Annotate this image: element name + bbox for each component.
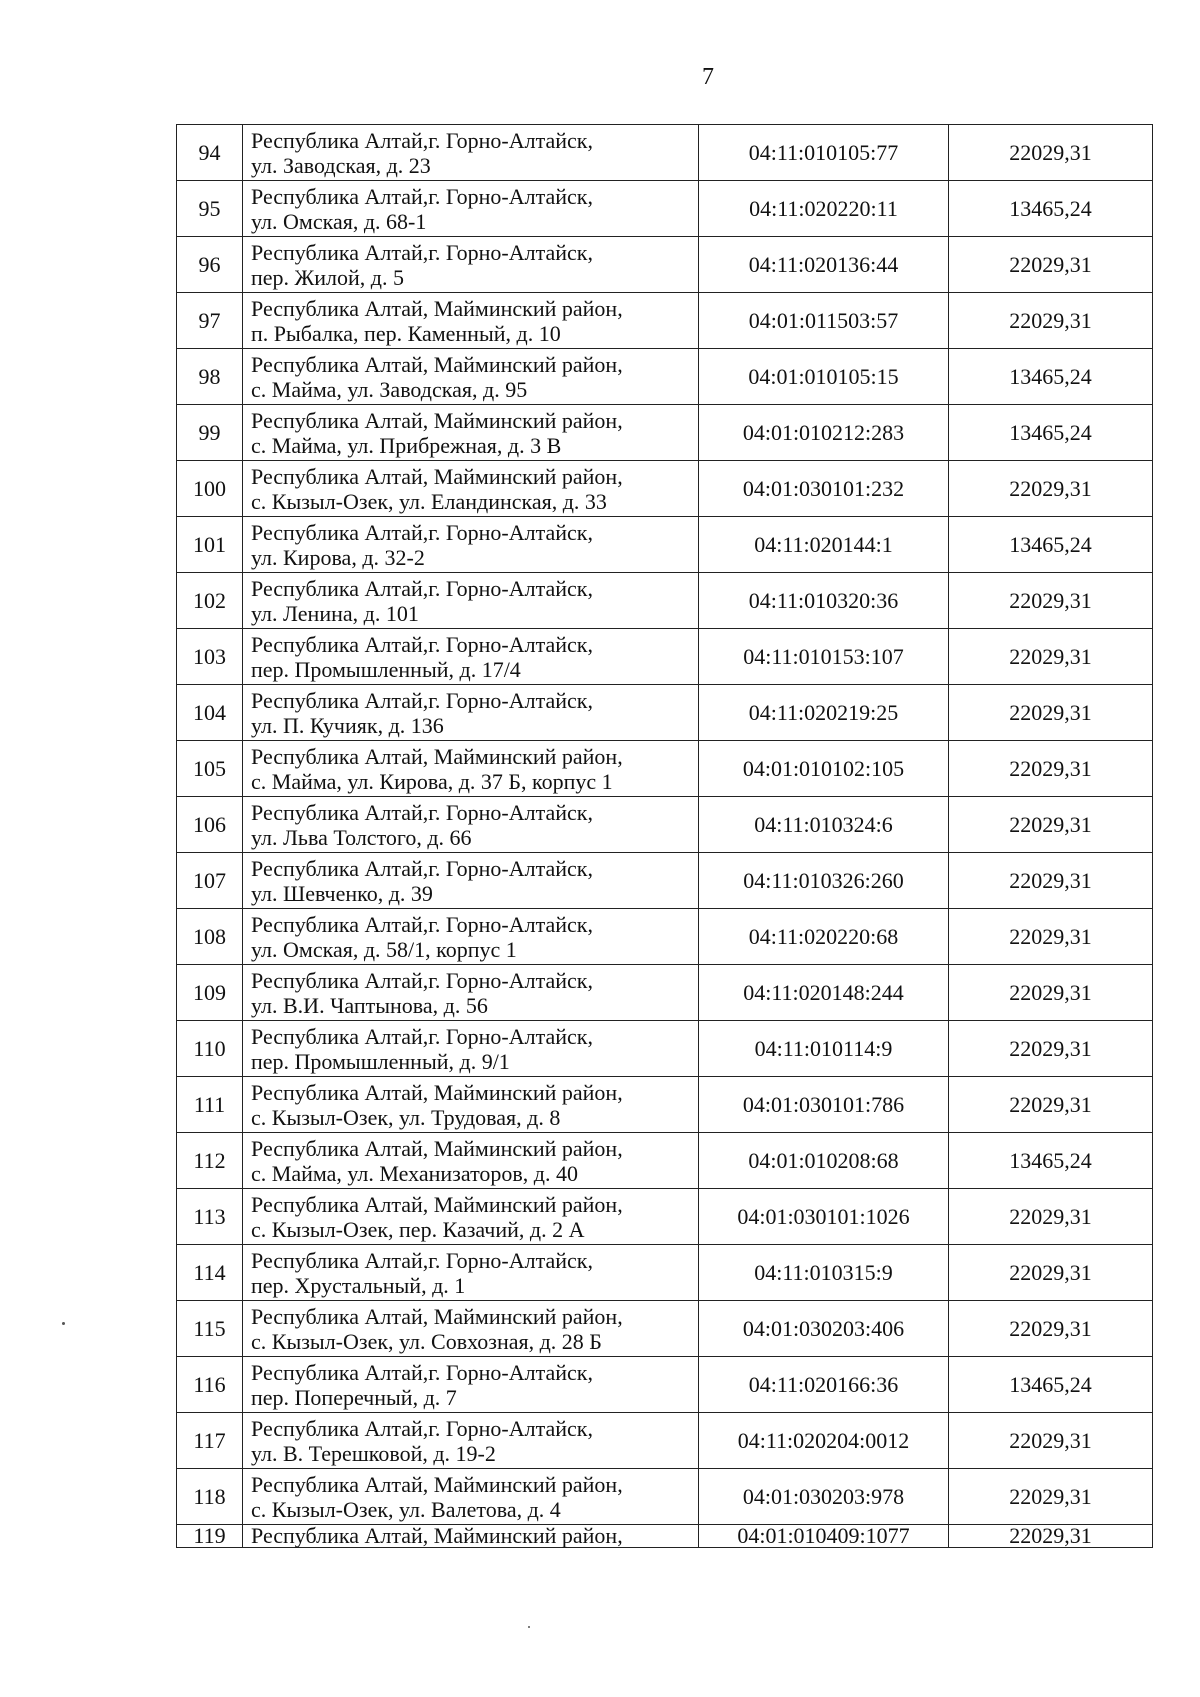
table-row — [177, 573, 1153, 629]
value-cell: 22029,31 — [949, 1525, 1153, 1548]
address-cell — [243, 181, 699, 237]
row-number: 96 — [177, 237, 243, 293]
table-row — [177, 853, 1153, 909]
address-line-2: ул. Льва Толстого, д. 66 — [251, 824, 472, 850]
cadastral-number: 04:11:010324:6 — [699, 797, 949, 853]
row-number: 118 — [177, 1469, 243, 1525]
row-number: 95 — [177, 181, 243, 237]
address-line-1: Республика Алтай,г. Горно-Алтайск, — [251, 631, 593, 657]
cadastral-number: 04:11:020144:1 — [699, 517, 949, 573]
table-row — [177, 629, 1153, 685]
address-line-1: Республика Алтай,г. Горно-Алтайск, — [251, 239, 593, 265]
address-cell — [243, 853, 699, 909]
address-line-2: ул. Омская, д. 68-1 — [251, 208, 427, 234]
address-line-2: ул. Кирова, д. 32-2 — [251, 544, 425, 570]
table-row — [177, 293, 1153, 349]
table-row — [177, 1189, 1153, 1245]
row-number: 94 — [177, 125, 243, 181]
value-cell: 22029,31 — [949, 1413, 1153, 1469]
address-line-1: Республика Алтай, Майминский район, — [251, 463, 623, 489]
scan-speck — [62, 1322, 65, 1325]
row-number: 97 — [177, 293, 243, 349]
address-cell — [243, 461, 699, 517]
address-line-2: пер. Жилой, д. 5 — [251, 264, 404, 290]
cadastral-number: 04:01:010208:68 — [699, 1133, 949, 1189]
address-line-2: ул. В. Терешковой, д. 19-2 — [251, 1440, 496, 1466]
address-cell — [243, 517, 699, 573]
table-row — [177, 1077, 1153, 1133]
row-number: 99 — [177, 405, 243, 461]
value-cell: 22029,31 — [949, 1021, 1153, 1077]
address-line-1: Республика Алтай,г. Горно-Алтайск, — [251, 799, 593, 825]
address-line-2: ул. Омская, д. 58/1, корпус 1 — [251, 936, 517, 962]
address-cell — [243, 1525, 699, 1548]
table-row — [177, 741, 1153, 797]
page-number: 7 — [702, 64, 714, 90]
value-cell: 22029,31 — [949, 237, 1153, 293]
address-line-1: Республика Алтай, Майминский район, — [251, 1079, 623, 1105]
row-number: 109 — [177, 965, 243, 1021]
row-number: 107 — [177, 853, 243, 909]
address-line-1: Республика Алтай,г. Горно-Алтайск, — [251, 1415, 593, 1441]
address-line-2: пер. Промышленный, д. 17/4 — [251, 656, 521, 682]
table-row — [177, 1133, 1153, 1189]
address-line-1: Республика Алтай,г. Горно-Алтайск, — [251, 855, 593, 881]
address-line-1: Республика Алтай,г. Горно-Алтайск, — [251, 1247, 593, 1273]
table-row — [177, 965, 1153, 1021]
cadastral-number: 04:01:010102:105 — [699, 741, 949, 797]
cadastral-number: 04:11:010114:9 — [699, 1021, 949, 1077]
value-cell: 13465,24 — [949, 405, 1153, 461]
row-number: 115 — [177, 1301, 243, 1357]
cadastral-number: 04:11:020136:44 — [699, 237, 949, 293]
value-cell: 22029,31 — [949, 1077, 1153, 1133]
address-cell — [243, 1469, 699, 1525]
address-line-1: Республика Алтай,г. Горно-Алтайск, — [251, 1023, 593, 1049]
value-cell: 22029,31 — [949, 629, 1153, 685]
table-row — [177, 1245, 1153, 1301]
value-cell: 22029,31 — [949, 741, 1153, 797]
cadastral-number: 04:11:010315:9 — [699, 1245, 949, 1301]
address-cell — [243, 1245, 699, 1301]
table-row — [177, 797, 1153, 853]
address-cell — [243, 1413, 699, 1469]
address-line-1: Республика Алтай,г. Горно-Алтайск, — [251, 519, 593, 545]
value-cell: 22029,31 — [949, 965, 1153, 1021]
table-row — [177, 461, 1153, 517]
address-line-2: с. Кызыл-Озек, ул. Трудовая, д. 8 — [251, 1104, 561, 1130]
address-cell — [243, 405, 699, 461]
address-line-1: Республика Алтай, Майминский район, — [251, 295, 623, 321]
address-line-2: с. Майма, ул. Прибрежная, д. 3 В — [251, 432, 562, 458]
row-number: 108 — [177, 909, 243, 965]
address-cell — [243, 741, 699, 797]
cadastral-number: 04:01:030101:232 — [699, 461, 949, 517]
address-line-2: пер. Промышленный, д. 9/1 — [251, 1048, 510, 1074]
cadastral-number: 04:11:020219:25 — [699, 685, 949, 741]
address-line-2: с. Майма, ул. Кирова, д. 37 Б, корпус 1 — [251, 768, 613, 794]
address-line-2: с. Кызыл-Озек, ул. Совхозная, д. 28 Б — [251, 1328, 602, 1354]
address-cell — [243, 965, 699, 1021]
value-cell: 22029,31 — [949, 853, 1153, 909]
table-row — [177, 405, 1153, 461]
row-number: 101 — [177, 517, 243, 573]
row-number: 113 — [177, 1189, 243, 1245]
address-cell — [243, 1077, 699, 1133]
row-number: 116 — [177, 1357, 243, 1413]
address-line-2: с. Майма, ул. Заводская, д. 95 — [251, 376, 528, 402]
value-cell: 22029,31 — [949, 461, 1153, 517]
value-cell: 22029,31 — [949, 1301, 1153, 1357]
value-cell: 22029,31 — [949, 1189, 1153, 1245]
address-line-2: ул. Заводская, д. 23 — [251, 152, 431, 178]
value-cell: 22029,31 — [949, 909, 1153, 965]
value-cell: 22029,31 — [949, 125, 1153, 181]
address-line-2: ул. Шевченко, д. 39 — [251, 880, 433, 906]
address-line-1: Республика Алтай,г. Горно-Алтайск, — [251, 687, 593, 713]
table-row — [177, 1469, 1153, 1525]
row-number: 114 — [177, 1245, 243, 1301]
cadastral-number: 04:11:020148:244 — [699, 965, 949, 1021]
table-row — [177, 1301, 1153, 1357]
address-line-2: ул. П. Кучияк, д. 136 — [251, 712, 444, 738]
address-line-2: с. Кызыл-Озек, ул. Еландинская, д. 33 — [251, 488, 607, 514]
address-line-1: Республика Алтай,г. Горно-Алтайск, — [251, 1359, 593, 1385]
cadastral-number: 04:01:010105:15 — [699, 349, 949, 405]
table-row — [177, 349, 1153, 405]
cadastral-number: 04:11:010320:36 — [699, 573, 949, 629]
value-cell: 13465,24 — [949, 517, 1153, 573]
address-cell — [243, 293, 699, 349]
address-cell — [243, 1133, 699, 1189]
cadastral-number: 04:01:010409:1077 — [699, 1525, 949, 1548]
address-cell — [243, 685, 699, 741]
value-cell: 13465,24 — [949, 1133, 1153, 1189]
cadastral-number: 04:11:020204:0012 — [699, 1413, 949, 1469]
address-line-2: пер. Поперечный, д. 7 — [251, 1384, 457, 1410]
address-line-1: Республика Алтай, Майминский район, — [251, 407, 623, 433]
cadastral-number: 04:01:030203:978 — [699, 1469, 949, 1525]
cadastral-number: 04:11:010326:260 — [699, 853, 949, 909]
cadastral-number: 04:11:020220:11 — [699, 181, 949, 237]
cadastral-number: 04:11:020220:68 — [699, 909, 949, 965]
value-cell: 13465,24 — [949, 349, 1153, 405]
cadastral-number: 04:11:010105:77 — [699, 125, 949, 181]
row-number: 111 — [177, 1077, 243, 1133]
value-cell: 22029,31 — [949, 797, 1153, 853]
table-row — [177, 181, 1153, 237]
address-line-1: Республика Алтай,г. Горно-Алтайск, — [251, 575, 593, 601]
table-row — [177, 1525, 1153, 1548]
value-cell: 13465,24 — [949, 1357, 1153, 1413]
row-number: 117 — [177, 1413, 243, 1469]
registry-table-body — [177, 125, 1153, 1548]
address-cell — [243, 349, 699, 405]
address-line-1: Республика Алтай,г. Горно-Алтайск, — [251, 183, 593, 209]
cadastral-number: 04:01:030101:786 — [699, 1077, 949, 1133]
address-line-1: Республика Алтай, Майминский район, — [251, 1191, 623, 1217]
address-cell — [243, 125, 699, 181]
address-cell — [243, 909, 699, 965]
address-line-2: с. Кызыл-Озек, ул. Валетова, д. 4 — [251, 1496, 561, 1522]
table-row — [177, 517, 1153, 573]
address-line-1: Республика Алтай, Майминский район, — [251, 1135, 623, 1161]
address-line-1: Республика Алтай,г. Горно-Алтайск, — [251, 127, 593, 153]
value-cell: 13465,24 — [949, 181, 1153, 237]
address-line-2: п. Рыбалка, пер. Каменный, д. 10 — [251, 320, 561, 346]
table-row — [177, 685, 1153, 741]
table-row — [177, 1413, 1153, 1469]
address-line-1: Республика Алтай,г. Горно-Алтайск, — [251, 911, 593, 937]
row-number: 110 — [177, 1021, 243, 1077]
address-cell — [243, 237, 699, 293]
address-cell — [243, 797, 699, 853]
row-number: 112 — [177, 1133, 243, 1189]
row-number: 104 — [177, 685, 243, 741]
address-line-1: Республика Алтай,г. Горно-Алтайск, — [251, 967, 593, 993]
value-cell: 22029,31 — [949, 1469, 1153, 1525]
address-line-2: пер. Хрустальный, д. 1 — [251, 1272, 466, 1298]
value-cell: 22029,31 — [949, 1245, 1153, 1301]
row-number: 106 — [177, 797, 243, 853]
table-row — [177, 125, 1153, 181]
address-line-2: с. Майма, ул. Механизаторов, д. 40 — [251, 1160, 578, 1186]
address-line-2: ул. Ленина, д. 101 — [251, 600, 419, 626]
address-line-1: Республика Алтай, Майминский район, — [251, 1471, 623, 1497]
row-number: 100 — [177, 461, 243, 517]
cadastral-number: 04:11:010153:107 — [699, 629, 949, 685]
address-cell — [243, 573, 699, 629]
table-row — [177, 237, 1153, 293]
table-row — [177, 1021, 1153, 1077]
table-row — [177, 909, 1153, 965]
cadastral-number: 04:01:011503:57 — [699, 293, 949, 349]
scan-speck — [528, 1626, 530, 1628]
value-cell: 22029,31 — [949, 293, 1153, 349]
value-cell: 22029,31 — [949, 685, 1153, 741]
row-number: 102 — [177, 573, 243, 629]
table-row — [177, 1357, 1153, 1413]
address-line-1: Республика Алтай, Майминский район, — [251, 351, 623, 377]
row-number: 105 — [177, 741, 243, 797]
cadastral-number: 04:01:030101:1026 — [699, 1189, 949, 1245]
address-line-2: с. Кызыл-Озек, пер. Казачий, д. 2 А — [251, 1216, 585, 1242]
address-cell — [243, 1189, 699, 1245]
row-number: 103 — [177, 629, 243, 685]
address-line-2: ул. В.И. Чаптынова, д. 56 — [251, 992, 488, 1018]
cadastral-number: 04:01:030203:406 — [699, 1301, 949, 1357]
address-cell — [243, 1301, 699, 1357]
address-line-1: Республика Алтай, Майминский район, — [251, 743, 623, 769]
row-number: 98 — [177, 349, 243, 405]
address-cell — [243, 1357, 699, 1413]
value-cell: 22029,31 — [949, 573, 1153, 629]
registry-table — [176, 124, 1153, 1548]
address-line-1: Республика Алтай, Майминский район, — [251, 1523, 623, 1548]
row-number: 119 — [177, 1525, 243, 1548]
address-cell — [243, 629, 699, 685]
address-cell — [243, 1021, 699, 1077]
cadastral-number: 04:01:010212:283 — [699, 405, 949, 461]
address-line-1: Республика Алтай, Майминский район, — [251, 1303, 623, 1329]
cadastral-number: 04:11:020166:36 — [699, 1357, 949, 1413]
